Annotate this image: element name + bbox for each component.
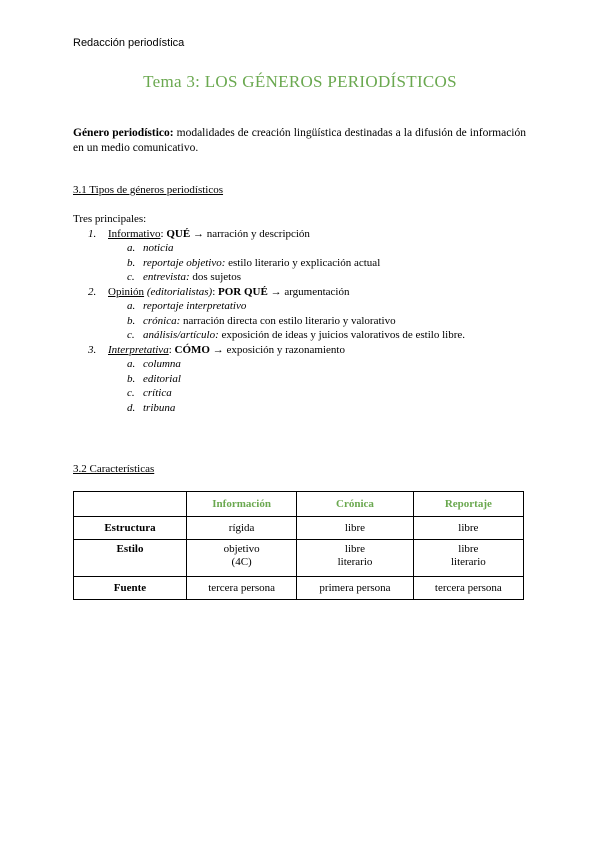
sub-item <box>73 270 533 285</box>
table-cell: primera persona <box>297 577 413 600</box>
sub-name: entrevista: <box>143 271 190 283</box>
genre-name: Interpretativa <box>108 343 169 356</box>
sub-name: reportaje objetivo: <box>143 256 226 269</box>
sub-item <box>73 314 533 329</box>
sub-item <box>73 328 533 343</box>
sub-name: noticia <box>143 242 174 254</box>
sub-item <box>73 372 533 387</box>
sub-item <box>73 299 533 314</box>
table-header-row <box>74 492 524 517</box>
genre-desc: → narración y descripción <box>190 227 310 240</box>
genre-desc: → argumentación <box>267 285 350 298</box>
sub-letter: b. <box>127 256 136 269</box>
sub-item <box>73 256 533 271</box>
table-cell: rígida <box>187 517 297 540</box>
table-row <box>74 540 524 577</box>
list-number: 1. <box>88 227 97 240</box>
genre-name: Informativo <box>108 227 161 240</box>
row-label: Estilo <box>74 540 187 577</box>
list-number: 3. <box>88 343 97 356</box>
definition-term: Género periodístico: <box>73 127 174 139</box>
sub-item <box>73 357 533 372</box>
sub-item <box>73 401 533 416</box>
table-cell: objetivo (4C) <box>187 540 297 577</box>
page-title: Tema 3: LOS GÉNEROS PERIODÍSTICOS <box>143 72 457 91</box>
sub-letter: a. <box>127 242 136 254</box>
sub-name: tribuna <box>143 401 176 414</box>
separator: : <box>168 343 175 356</box>
sub-name: crítica <box>143 387 172 399</box>
table-cell: tercera persona <box>187 577 297 600</box>
row-label: Estructura <box>74 517 187 540</box>
table-cell: libre <box>413 517 523 540</box>
sub-name: reportaje interpretativo <box>143 300 247 312</box>
genre-desc: → exposición y razonamiento <box>209 343 345 356</box>
sub-name: columna <box>143 358 181 370</box>
table-cell: libre <box>297 517 413 540</box>
sub-item <box>73 241 533 256</box>
sub-desc: narración directa con estilo literario y valorativo <box>180 314 396 327</box>
sub-letter: a. <box>127 300 136 312</box>
sub-letter: c. <box>127 271 135 283</box>
sub-desc: exposición de ideas y juicios valorativos de estilo libre. <box>218 329 466 341</box>
table-cell: libre literario <box>297 540 413 577</box>
sub-desc: dos sujetos <box>189 271 241 283</box>
sub-name: crónica: <box>143 314 181 327</box>
table-header-cell: Información <box>187 492 297 517</box>
separator: : <box>212 285 219 298</box>
section-heading-characteristics: 3.2 Características <box>73 463 155 475</box>
genre-paren: (editorialistas) <box>144 285 213 298</box>
table-header-cell: Reportaje <box>413 492 523 517</box>
genre-key: CÓMO <box>174 343 210 356</box>
row-label: Fuente <box>74 577 187 600</box>
table-header-cell: Crónica <box>297 492 413 517</box>
sub-name: editorial <box>143 372 181 385</box>
genre-name: Opinión <box>108 285 145 298</box>
list-number: 2. <box>88 285 97 298</box>
list-item <box>73 343 533 358</box>
sub-item <box>73 386 533 401</box>
sub-letter: d. <box>127 401 136 414</box>
intro-text: Tres principales: <box>73 213 147 225</box>
table-row <box>74 517 524 540</box>
table-header-cell <box>74 492 187 517</box>
genre-key: QUÉ <box>166 227 191 240</box>
document-header: Redacción periodística <box>73 37 185 49</box>
genre-list <box>73 212 533 415</box>
genre-key: POR QUÉ <box>218 285 268 298</box>
sub-desc: estilo literario y explicación actual <box>225 256 381 269</box>
sub-name: análisis/artículo: <box>143 329 219 341</box>
table-cell: tercera persona <box>413 577 523 600</box>
sub-letter: c. <box>127 329 135 341</box>
table-row <box>74 577 524 600</box>
list-item <box>73 227 533 242</box>
sub-letter: a. <box>127 358 136 370</box>
table-cell: libre literario <box>413 540 523 577</box>
section-heading-types: 3.1 Tipos de géneros periodísticos <box>73 184 224 196</box>
sub-letter: b. <box>127 314 136 327</box>
definition-text: modalidades de creación lingüística destinadas a la difusión de información en un medio comunicativo. <box>73 127 526 154</box>
characteristics-table <box>73 491 524 600</box>
definition-paragraph <box>73 126 526 156</box>
sub-letter: c. <box>127 387 135 399</box>
separator: : <box>160 227 167 240</box>
list-item <box>73 285 533 300</box>
sub-letter: b. <box>127 372 136 385</box>
